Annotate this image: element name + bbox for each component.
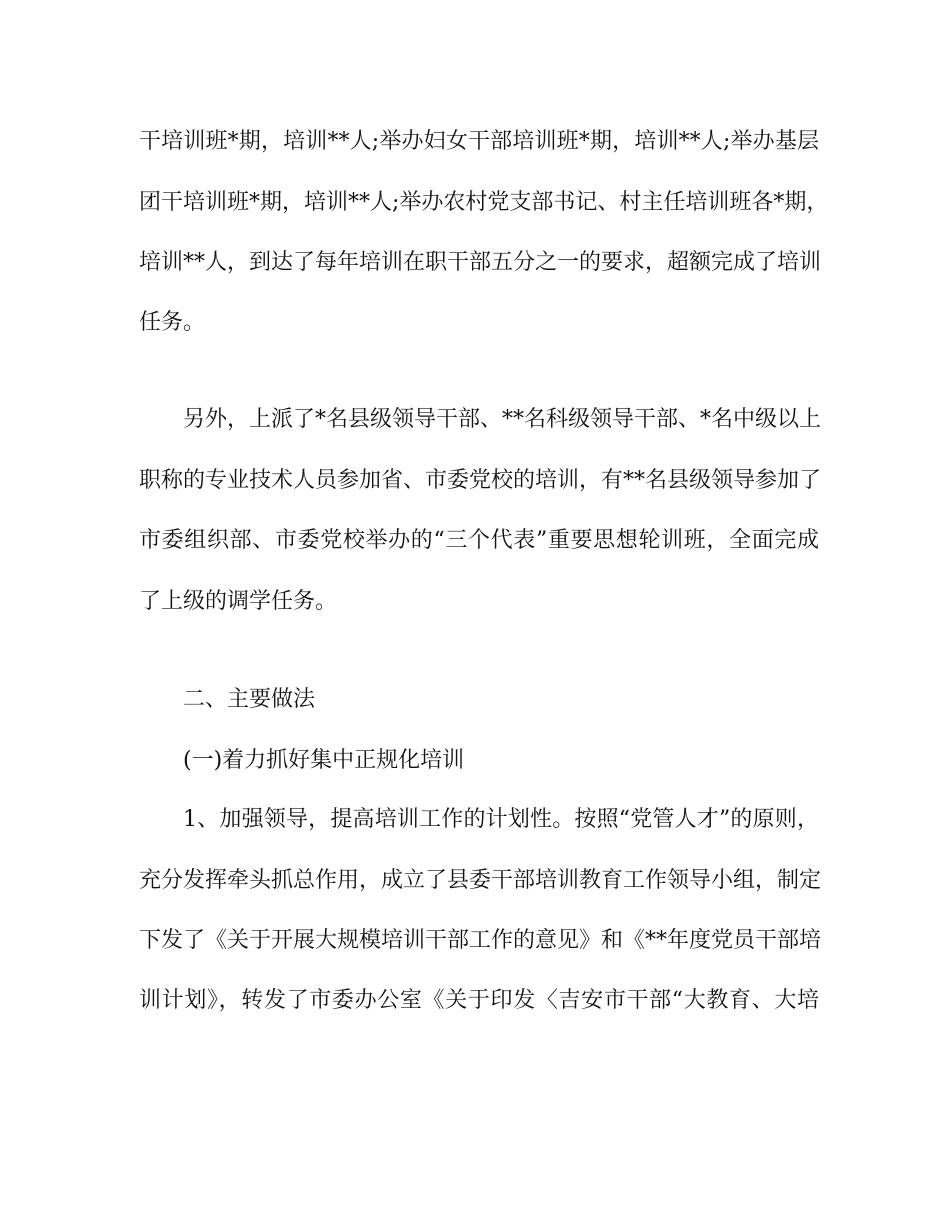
paragraph-line-12: 训计划》，转发了市委办公室《关于印发〈吉安市干部“大教育、大培 (139, 988, 819, 1013)
paragraph-line-8: 了上级的调学任务。 (139, 589, 338, 614)
paragraph-line-2: 团干培训班*期，培训**人;举办农村党支部书记、村主任培训班各*期， (139, 190, 829, 215)
paragraph-line-6: 职称的专业技术人员参加省、市委党校的培训，有**名县级领导参加了 (139, 468, 822, 493)
paragraph-line-5: 另外，上派了*名县级领导干部、**名科级领导干部、*名中级以上 (183, 407, 822, 432)
subsection-heading: (一)着力抓好集中正规化培训 (183, 748, 465, 773)
paragraph-line-7: 市委组织部、市委党校举办的“三个代表”重要思想轮训班，全面完成 (139, 528, 819, 553)
paragraph-line-10: 充分发挥牵头抓总作用，成立了县委干部培训教育工作领导小组，制定 (139, 868, 822, 893)
paragraph-line-11: 下发了《关于开展大规模培训干部工作的意见》和《**年度党员干部培 (139, 928, 822, 953)
paragraph-line-1: 干培训班*期，培训**人;举办妇女干部培训班*期，培训**人;举办基层 (139, 129, 819, 154)
paragraph-line-4: 任务。 (139, 310, 206, 335)
paragraph-line-3: 培训**人，到达了每年培训在职干部五分之一的要求，超额完成了培训 (139, 250, 822, 275)
paragraph-line-9: 1、加强领导，提高培训工作的计划性。按照“党管人才”的原则， (183, 807, 819, 832)
section-heading: 二、主要做法 (183, 687, 316, 712)
